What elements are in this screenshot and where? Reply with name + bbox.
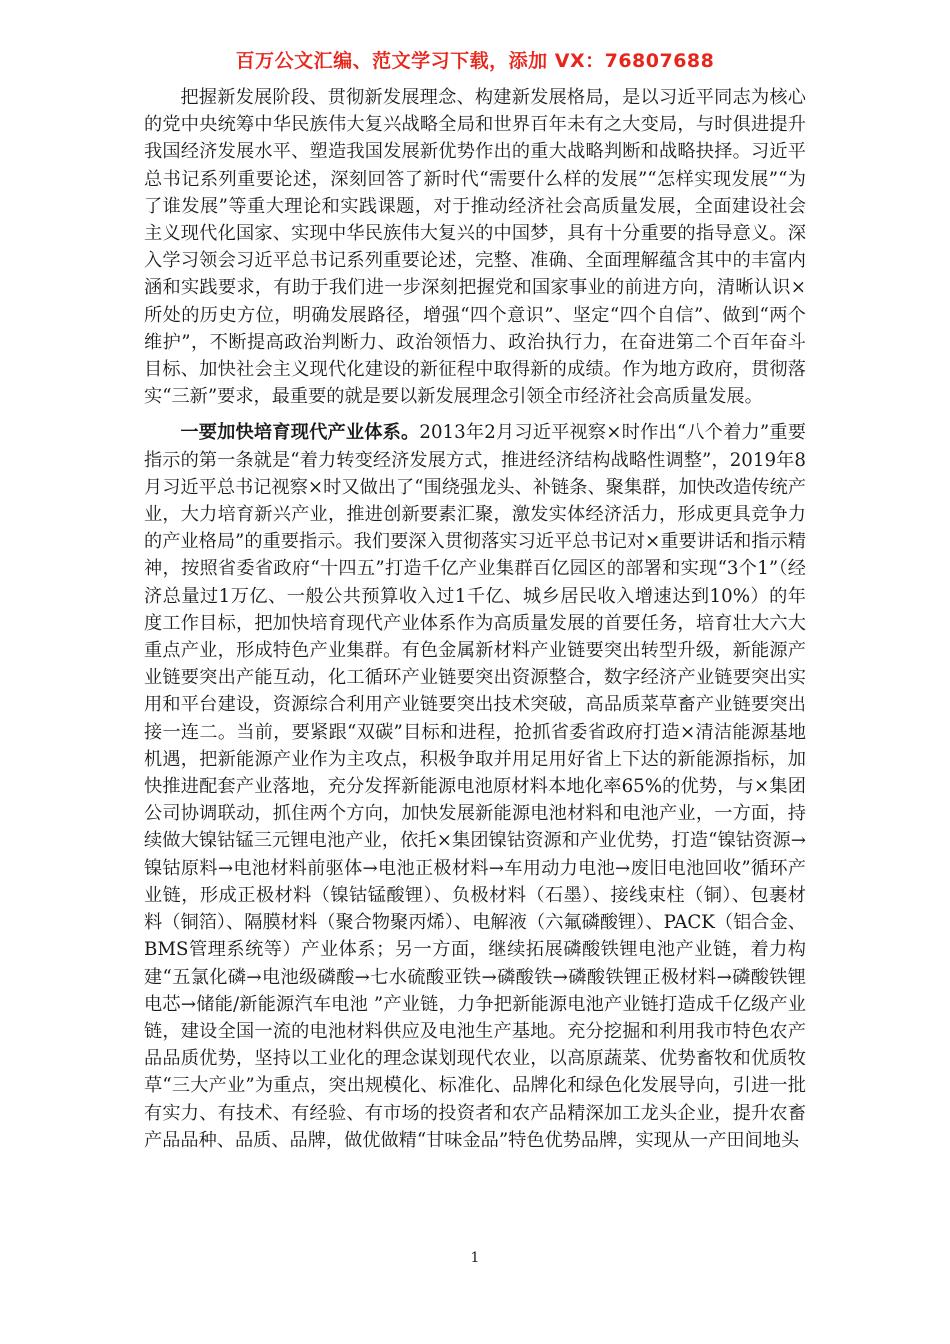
paragraph-2 [144, 419, 806, 1153]
paragraph-1: 把握新发展阶段、贯彻新发展理念、构建新发展格局，是以习近平同志为核心的党中央统筹中华民族伟大复兴战略全局和世界百年未有之大变局，与时俱进提升我国经济发展水平、塑造我国发展新优势作出的重大战略判断和战略抉择。习近平总书记系列重要论述，深刻回答了新时代“需要什么样的发展”“怎样实现发展”“为了谁发展”等重大理论和实践课题，对于推动经济社会高质量发展，全面建设社会主义现代化国家、实现中华民族伟大复兴的中国梦，具有十分重要的指导意义。深入学习领会习近平总书记系列重要论述，完整、准确、全面理解蕴含其中的丰富内涵和实践要求，有助于我们进一步深刻把握党和国家事业的前进方向，清晰认识×所处的历史方位，明确发展路径，增强“四个意识”、坚定“四个自信”、做到“两个维护”，不断提高政治判断力、政治领悟力、政治执行力，在奋进第二个百年奋斗目标、加快社会主义现代化建设的新征程中取得新的成绩。作为地方政府，贯彻落实“三新”要求，最重要的就是要以新发展理念引领全市经济社会高质量发展。 [144, 87, 806, 408]
paragraph-2-text: 2013年2月习近平视察×时作出“八个着力”重要指示的第一条就是“着力转变经济发展方式，推进经济结构战略性调整”，2019年8月习近平总书记视察×时又做出了“围绕强龙头、补链条、聚集群，加快改造传统产业，大力培育新兴产业，推进创新要素汇聚，激发实体经济活力，形成更具竞争力的产业格局”的重要指示。我们要深入贯彻落实习近平总书记对×重要讲话和指示精神，按照省委省政府“十四五”打造千亿产业集群百亿园区的部署和实现“3个1”（经济总量过1万亿、一般公共预算收入过1千亿、城乡居民收入增速达到10%）的年度工作目标，把加快培育现代产业体系作为高质量发展的首要任务，培育壮大六大重点产业，形成特色产业集群。有色金属新材料产业链要突出转型升级，新能源产业链要突出产能互动，化工循环产业链要突出资源整合，数字经济产业链要突出实用和平台建设，资源综合利用产业链要突出技术突破，高品质菜草畜产业链要突出接一连二。当前，要紧跟“双碳”目标和进程，抢抓省委省政府打造×清洁能源基地机遇，把新能源产业作为主攻点，积极争取并用足用好省上下达的新能源指标，加快推进配套产业落地，充分发挥新能源电池原材料本地化率65%的优势，与×集团公司协调联动，抓住两个方向，加快发展新能源电池材料和电池产业，一方面，持续做大镍钴锰三元锂电池产业，依托×集团镍钴资源和产业优势，打造“镍钴资源→镍钴原料→电池材料前驱体→电池正极材料→车用动力电池→废旧电池回收”循环产业链，形成正极材料（镍钴锰酸锂）、负极材料（石墨）、接线束柱（铜）、包裹材料（铜箔）、隔膜材料（聚合物聚丙烯）、电解液（六氟磷酸锂）、PACK（铝合金、BMS管理系统等）产业体系；另一方面，继续拓展磷酸铁锂电池产业链，着力构建“五氯化磷→电池级磷酸→七水硫酸亚铁→磷酸铁→磷酸铁锂正极材料→磷酸铁锂电芯→储能/新能源汽车电池 ”产业链，力争把新能源电池产业链打造成千亿级产业链，建设全国一流的电池材料供应及电池生产基地。充分挖掘和利用我市特色农产品品质优势，坚持以工业化的理念谋划现代农业，以高原蔬菜、优势畜牧和优质牧草“三大产业”为重点，突出规模化、标准化、品牌化和绿色化发展导向，引进一批有实力、有技术、有经验、有市场的投资者和农产品精深加工龙头企业，提升农畜产品品种、品质、品牌，做优做精“甘味金品”特色优势品牌，实现从一产田间地头 [144, 422, 806, 1151]
document-body [144, 84, 806, 1154]
paragraph-2-lead: 一要加快培育现代产业体系。 [180, 422, 420, 444]
page-number: 1 [470, 1250, 480, 1266]
header-banner: 百万公文汇编、范文学习下载，添加 VX：76807688 [235, 50, 715, 72]
